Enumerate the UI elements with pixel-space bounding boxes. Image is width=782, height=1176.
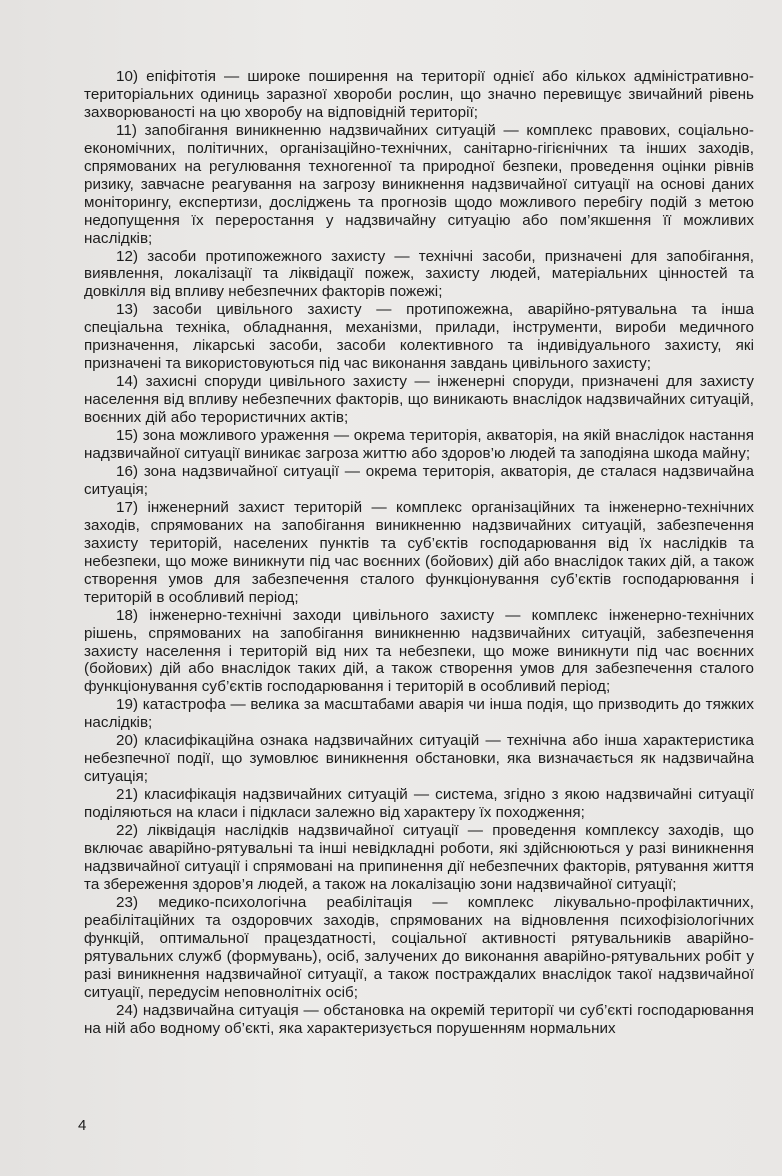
definition-paragraph: 24) надзвичайна ситуація — обстановка на окремій території чи суб’єкті господарювання на ній або водному об’єкті, яка характеризується порушенням нормальних [84,1001,754,1037]
definition-paragraph: 10) епіфітотія — широке поширення на території однієї або кількох адміністративно-територіальних одиниць заразної хвороби рослин, що значно перевищує звичайний рівень захворюваності на цю хворобу на відповідній території; [84,68,754,121]
page-number: 4 [78,1117,87,1134]
definition-paragraph: 20) класифікаційна ознака надзвичайних ситуацій — технічна або інша характеристика небезпечної події, що зумовлює виникнення обстановки, яка визначається як надзвичайна ситуація; [84,732,754,786]
definition-paragraph: 14) захисні споруди цивільного захисту — інженерні споруди, призначені для захисту населення від впливу небезпечних факторів, що виникають внаслідок надзвичайних ситуацій, воєнних дій або терористичних актів; [84,373,754,427]
definition-paragraph: 12) засоби протипожежного захисту — технічні засоби, призначені для запобігання, виявлення, локалізації та ліквідації пожеж, захисту людей, матеріальних цінностей та довкілля від впливу небезпечних факторів пожежі; [84,247,754,301]
definition-paragraph: 17) інженерний захист територій — комплекс організаційних та інженерно-технічних заходів, спрямованих на запобігання виникненню надзвичайних ситуацій, забезпечення захисту територій, населених пунктів та суб’єктів господарювання від їх наслідків та небезпеки, що може виникнути під час воєнних (бойових) дій або внаслідок таких дій, а також створення умов для забезпечення сталого функціонування суб’єктів господарювання і територій в особливий період; [84,498,754,606]
definition-paragraph: 16) зона надзвичайної ситуації — окрема територія, акваторія, де сталася надзвичайна ситуація; [84,462,754,498]
definition-paragraph: 19) катастрофа — велика за масштабами аварія чи інша подія, що призводить до тяжких наслідків; [84,696,754,732]
definition-paragraph: 23) медико-психологічна реабілітація — комплекс лікувально-профілактичних, реабілітаційних та оздоровчих заходів, спрямованих на відновлення психофізіологічних функцій, оптимальної працездатності, соціальної активності рятувальників аварійно-рятувальних служб (формувань), осіб, залучених до виконання аварійно-рятувальних робіт у разі виникнення надзвичайної ситуації, а також постраждалих внаслідок такої надзвичайної ситуації, передусім неповнолітніх осіб; [84,893,754,1001]
document-body [84,68,754,1037]
definition-paragraph: 13) засоби цивільного захисту — протипожежна, аварійно-рятувальна та інша спеціальна техніка, обладнання, механізми, прилади, інструменти, вироби медичного призначення, лікарські засоби, засоби колективного та індивідуального захисту, які призначені та використовуються під час виконання завдань цивільного захисту; [84,301,754,373]
definition-paragraph: 18) інженерно-технічні заходи цивільного захисту — комплекс інженерно-технічних рішень, спрямованих на запобігання виникненню надзвичайних ситуацій, забезпечення захисту населення і територій від них та небезпеки, що може виникнути під час воєнних (бойових) дій або внаслідок таких дій, а також створення умов для забезпечення сталого функціонування суб’єктів господарювання і територій в особливий період; [84,606,754,696]
definition-paragraph: 15) зона можливого ураження — окрема територія, акваторія, на якій внаслідок настання надзвичайної ситуації виникає загроза життю або здоров’ю людей та заподіяна шкода майну; [84,427,754,463]
definition-paragraph: 22) ліквідація наслідків надзвичайної ситуації — проведення комплексу заходів, що включає аварійно-рятувальні та інші невідкладні роботи, які здійснюються у разі виникнення надзвичайної ситуації і спрямовані на припинення дії небезпечних факторів, рятування життя та збереження здоров’я людей, а також на локалізацію зони надзвичайної ситуації; [84,822,754,893]
definition-paragraph: 11) запобігання виникненню надзвичайних ситуацій — комплекс правових, соціально-економічних, політичних, організаційно-технічних, санітарно-гігієнічних та інших заходів, спрямованих на регулювання техногенної та природної безпеки, проведення оцінки рівнів ризику, завчасне реагування на загрозу виникнення надзвичайної ситуації на основі даних моніторингу, експертизи, досліджень та прогнозів щодо можливого перебігу подій з метою недопущення їх переростання у надзвичайну ситуацію або пом’якшення її можливих наслідків; [84,121,754,247]
definition-paragraph: 21) класифікація надзвичайних ситуацій — система, згідно з якою надзвичайні ситуації поділяються на класи і підкласи залежно від характеру їх походження; [84,786,754,822]
